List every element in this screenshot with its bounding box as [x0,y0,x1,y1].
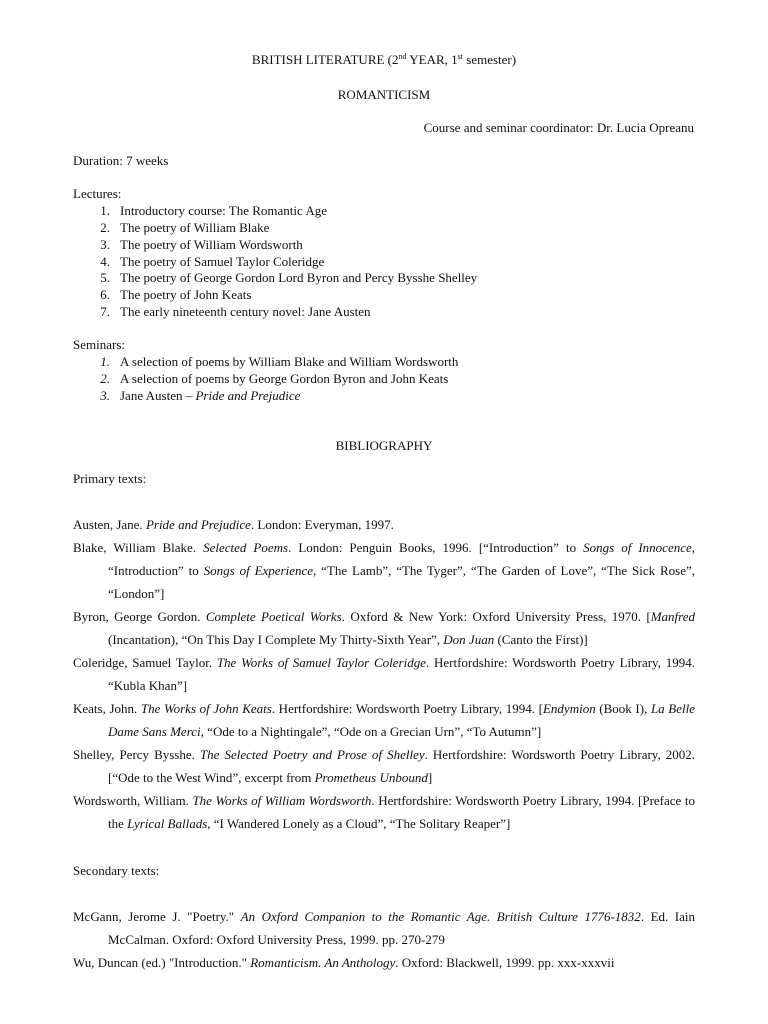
entry-text: Austen, Jane. [73,517,146,532]
list-text-italic: Pride and Prejudice [195,388,301,403]
entry-title-italic: Lyrical Ballads [127,816,208,831]
entry-text: . Hertfordshire: Wordsworth Poetry Library, 1994. “Kubla Khan”] [108,655,695,693]
bibliography-entry [73,951,695,974]
bibliography-entry [73,536,695,605]
list-number: 1. [100,203,110,218]
lectures-heading: Lectures: [73,186,122,201]
section-title: ROMANTICISM [337,87,431,102]
list-number: 7. [100,304,110,319]
bibliography-entry [73,605,695,651]
entry-title-italic: Selected Poems [203,540,289,555]
bibliography-heading: BIBLIOGRAPHY [335,438,433,453]
entry-text: . London: Everyman, 1997. [250,517,394,532]
entry-text: ] [427,770,433,785]
bibliography-entry [73,905,695,951]
coordinator-line: Course and seminar coordinator: Dr. Lucia Opreanu [423,120,694,135]
list-text: A selection of poems by George Gordon Byron and John Keats [120,371,449,386]
entry-title-italic: Songs of Experience [203,563,314,578]
bibliography-entry [73,743,695,789]
list-number: 4. [100,254,110,269]
entry-title-italic: The Works of William Wordsworth [192,793,372,808]
entry-text: (Incantation), “On This Day I Complete My Thirty-Sixth Year”, [108,632,444,647]
list-number: 6. [100,287,110,302]
list-text-plain: Jane Austen – [120,388,196,403]
title-text-3: semester) [463,52,517,67]
entry-title-italic: Pride and Prejudice [145,517,251,532]
entry-text: Keats, John. [73,701,141,716]
title-text-2: YEAR, 1 [406,52,458,67]
entry-text: , “Introduction” to [108,540,696,578]
bibliography-entry [73,789,695,835]
entry-text: Coleridge, Samuel Taylor. [73,655,217,670]
bibliography-entry [73,697,695,743]
entry-text: . Oxford & New York: Oxford University Press, 1970. [ [341,609,651,624]
entry-text: , “I Wandered Lonely as a Cloud”, “The Solitary Reaper”] [207,816,511,831]
bibliography-entry [73,513,695,536]
entry-text: , “The Lamb”, “The Tyger”, “The Garden of Love”, “The Sick Rose”, “London”] [108,563,695,601]
secondary-texts-list [73,905,695,974]
title-superscript-2: st [457,52,464,61]
entry-text: . Hertfordshire: Wordsworth Poetry Library, 1994. [ [271,701,543,716]
entry-text: . Hertfordshire: Wordsworth Poetry Library, 2002. [“Ode to the West Wind”, excerpt from [108,747,695,785]
entry-title-italic: The Works of John Keats [140,701,272,716]
entry-title-italic: Don Juan [443,632,495,647]
title-text-1: BRITISH LITERATURE (2 [251,52,399,67]
entry-text: , “Ode to a Nightingale”, “Ode on a Grecian Urn”, “To Autumn”] [200,724,542,739]
list-text: The poetry of William Wordsworth [120,237,303,252]
entry-text: . Hertfordshire: Wordsworth Poetry Library, 1994. [Preface to the [108,793,695,831]
list-text: Introductory course: The Romantic Age [120,203,327,218]
list-text: A selection of poems by William Blake and William Wordsworth [120,354,459,369]
bibliography-entry [73,651,695,697]
list-text [120,388,300,404]
list-text: The poetry of Samuel Taylor Coleridge [120,254,325,269]
list-number: 2. [100,371,110,386]
entry-title-italic: La Belle Dame Sans Merci [108,701,695,739]
entry-text: Wu, Duncan (ed.) "Introduction." [73,955,251,970]
title-superscript-1: nd [398,52,407,61]
secondary-texts-heading: Secondary texts: [73,863,160,878]
entry-title-italic: Endymion [542,701,596,716]
course-title [0,52,768,68]
entry-title-italic: Songs of Innocence [583,540,692,555]
entry-title-italic: Manfred [650,609,695,624]
duration-line: Duration: 7 weeks [73,153,169,168]
entry-text: Blake, William Blake. [73,540,204,555]
list-number: 2. [100,220,110,235]
entry-title-italic: Complete Poetical Works [205,609,342,624]
entry-title-italic: The Works of Samuel Taylor Coleridge [216,655,426,670]
list-text: The poetry of George Gordon Lord Byron and Percy Bysshe Shelley [120,270,478,285]
list-number: 3. [100,388,110,403]
entry-text: . London: Penguin Books, 1996. [“Introduction” to [288,540,584,555]
list-number: 3. [100,237,110,252]
list-number: 1. [100,354,110,369]
entry-text: (Book I), [595,701,651,716]
entry-title-italic: Prometheus Unbound [314,770,428,785]
seminars-heading: Seminars: [73,337,125,352]
entry-text: . Oxford: Blackwell, 1999. pp. xxx-xxxvii [395,955,615,970]
entry-title-italic: Romanticism. An Anthology [250,955,396,970]
list-number: 5. [100,270,110,285]
entry-text: (Canto the First)] [494,632,588,647]
entry-text: Byron, George Gordon. [73,609,206,624]
entry-text: McGann, Jerome J. "Poetry." [73,909,241,924]
entry-title-italic: The Selected Poetry and Prose of Shelley [199,747,425,762]
list-text: The poetry of John Keats [120,287,252,302]
list-text: The early nineteenth century novel: Jane Austen [120,304,371,319]
primary-texts-heading: Primary texts: [73,471,147,486]
entry-text: Wordsworth, William. [73,793,193,808]
primary-texts-list [73,513,695,835]
entry-text: Shelley, Percy Bysshe. [73,747,200,762]
entry-text: . Ed. Iain McCalman. Oxford: Oxford University Press, 1999. pp. 270-279 [108,909,696,947]
entry-title-italic: An Oxford Companion to the Romantic Age. British Culture 1776-1832 [240,909,641,924]
list-text: The poetry of William Blake [120,220,270,235]
